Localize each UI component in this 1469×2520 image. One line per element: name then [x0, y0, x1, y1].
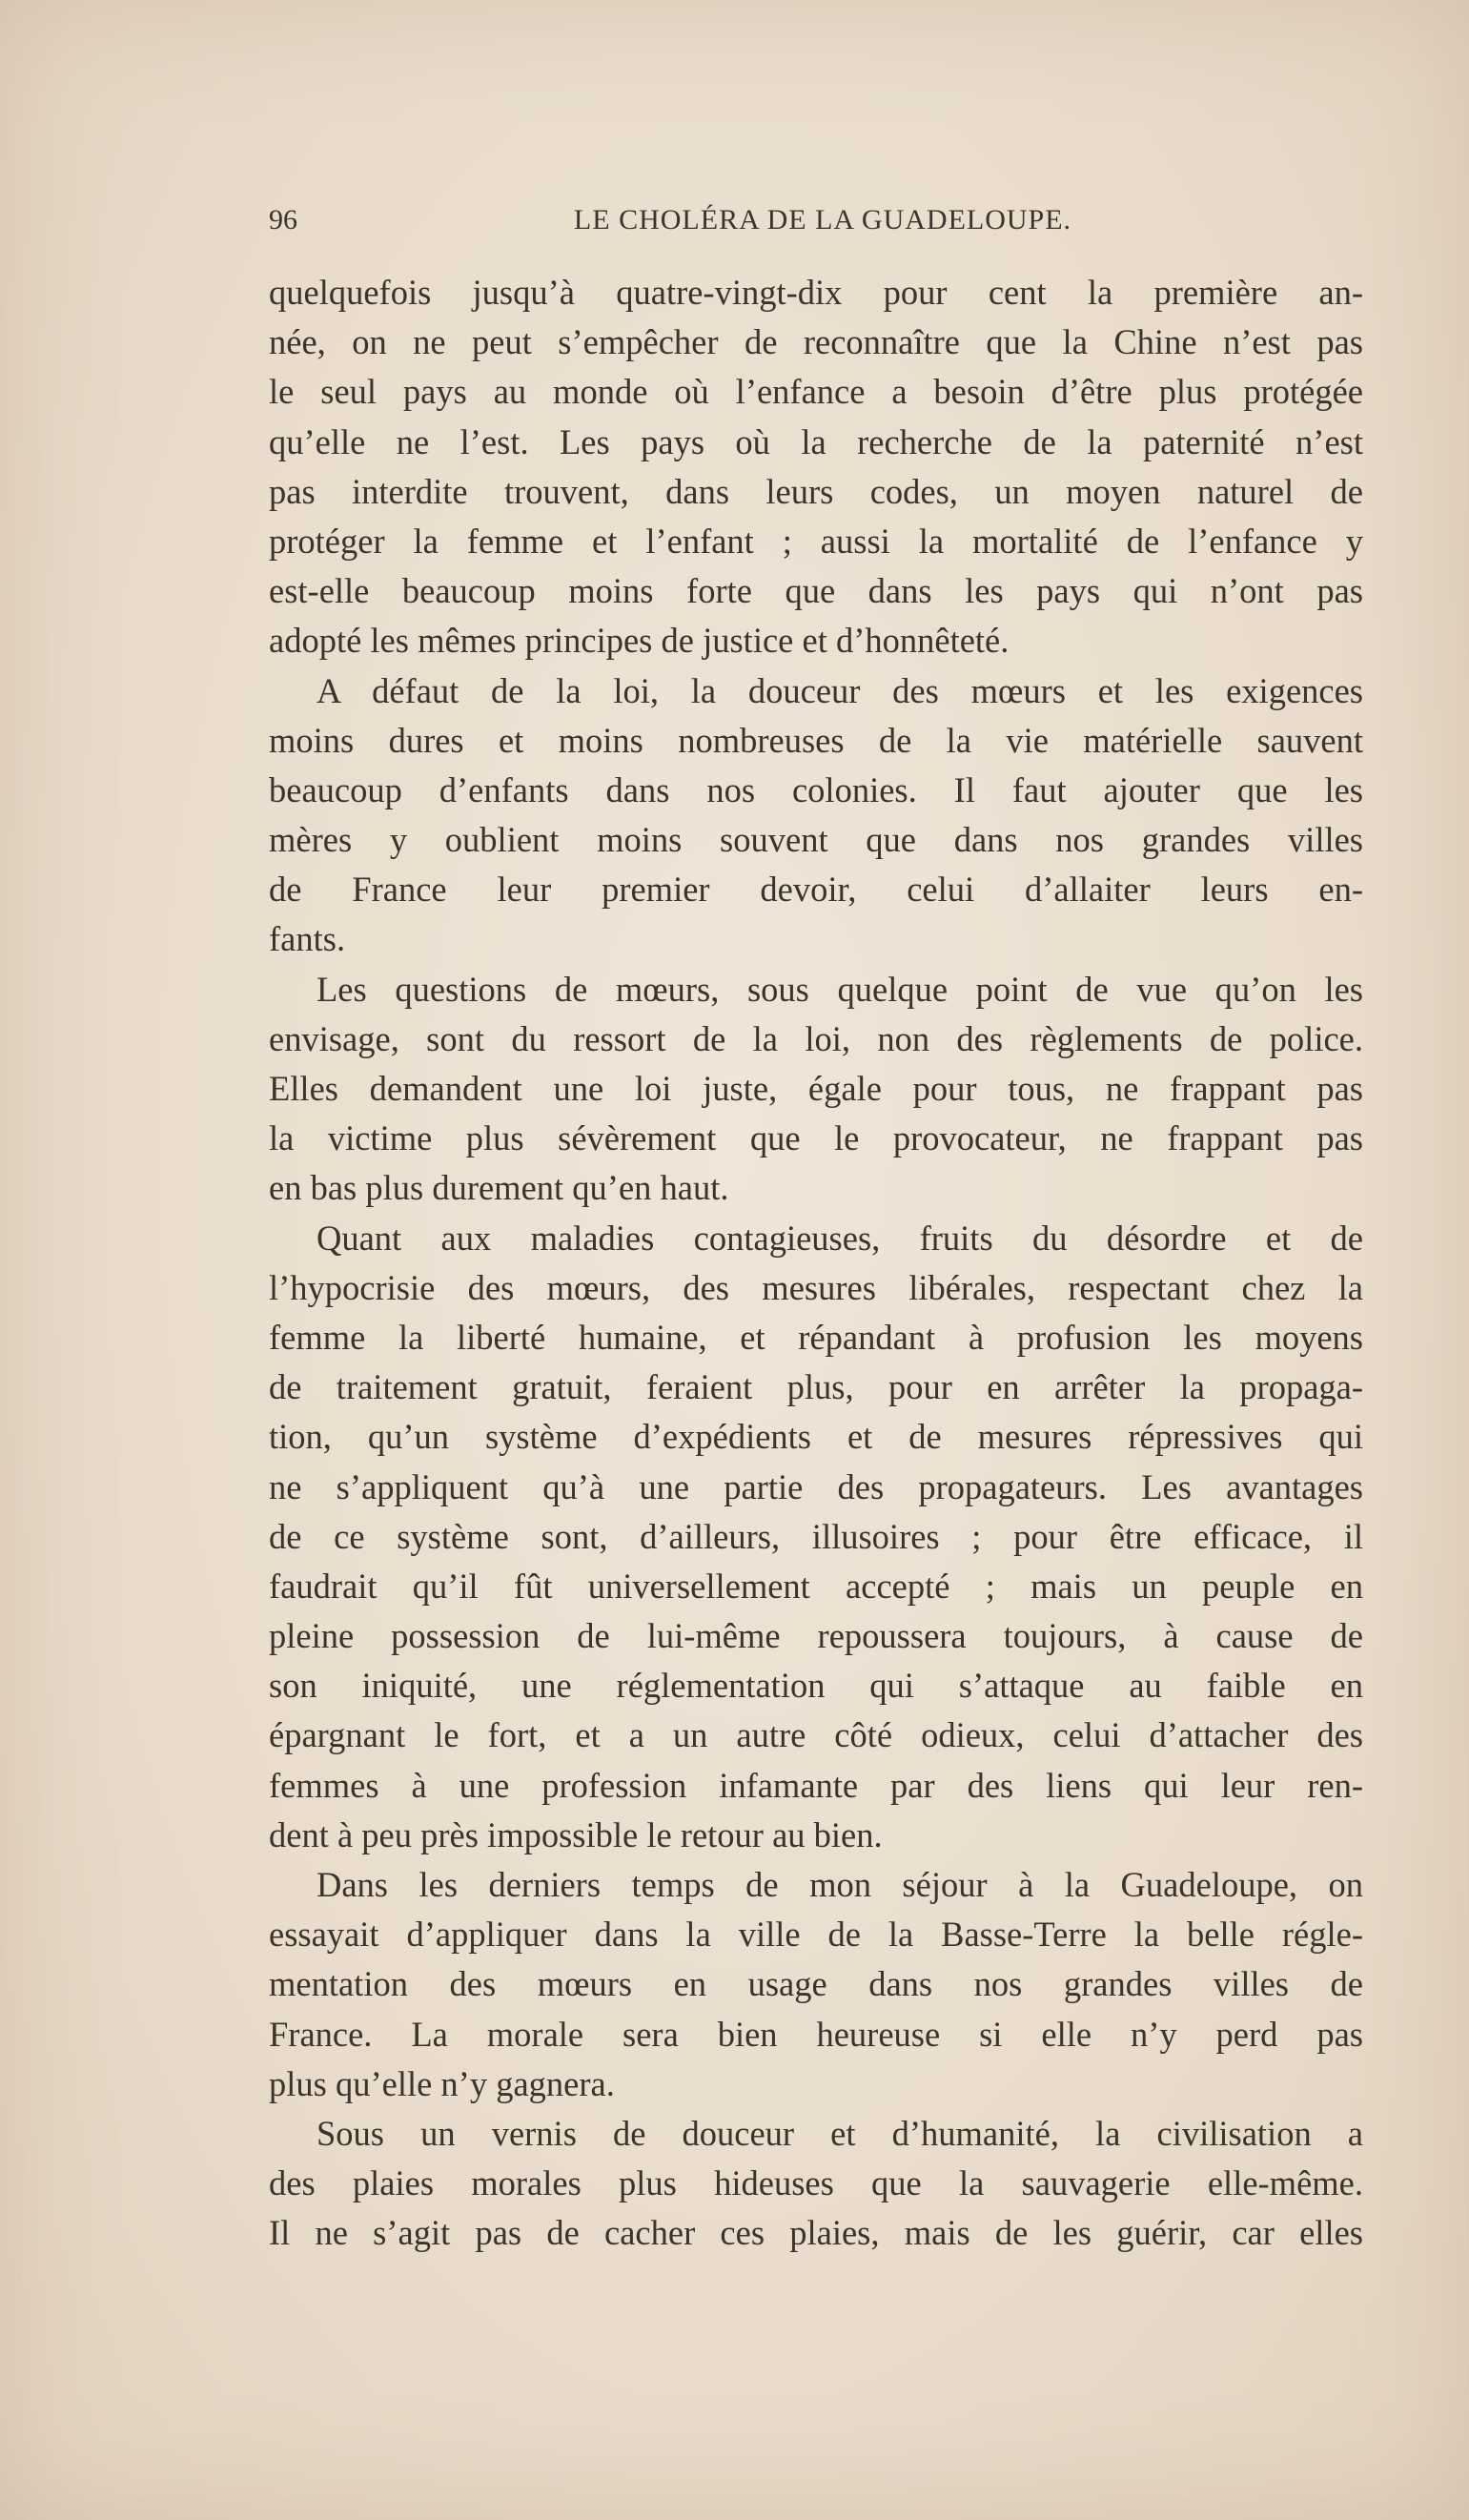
text-line: Quant aux maladies contagieuses, fruits du désordre et de [316, 1218, 1363, 1258]
text-line: femmes à une profession infamante par des liens qui leur ren- [269, 1765, 1363, 1805]
running-header [269, 198, 1363, 242]
text-line: adopté les mêmes principes de justice et d’honnêteté. [269, 621, 1010, 661]
text-line: Elles demandent une loi juste, égale pour tous, ne frappant pas [269, 1069, 1363, 1108]
paragraph [269, 965, 1363, 1214]
paragraph [269, 1214, 1363, 1860]
text-line: née, on ne peut s’empêcher de reconnaître que la Chine n’est pas [269, 322, 1363, 362]
text-line: de France leur premier devoir, celui d’allaiter leurs en- [269, 870, 1363, 910]
text-line: en bas plus durement qu’en haut. [269, 1168, 729, 1208]
text-line: de ce système sont, d’ailleurs, illusoires ; pour être efficace, il [269, 1516, 1363, 1556]
text-line: envisage, sont du ressort de la loi, non des règlements de police. [269, 1018, 1363, 1058]
text-line: moins dures et moins nombreuses de la vie matérielle sauvent [269, 720, 1363, 760]
text-line: Il ne s’agit pas de cacher ces plaies, mais de les guérir, car elles [269, 2213, 1363, 2253]
paragraph [269, 2109, 1363, 2259]
body-text [269, 268, 1363, 2259]
text-line: ne s’appliquent qu’à une partie des propagateurs. Les avantages [269, 1466, 1363, 1506]
text-line: fants. [269, 919, 346, 959]
running-title: LE CHOLÉRA DE LA GUADELOUPE. [573, 204, 1072, 236]
text-line: Dans les derniers temps de mon séjour à la Guadeloupe, on [316, 1865, 1363, 1904]
text-line: qu’elle ne l’est. Les pays où la recherche de la paternité n’est [269, 421, 1363, 461]
text-line: Sous un vernis de douceur et d’humanité, la civilisation a [316, 2113, 1363, 2153]
text-line: A défaut de la loi, la douceur des mœurs et les exigences [316, 670, 1363, 710]
text-line: pas interdite trouvent, dans leurs codes, un moyen naturel de [269, 471, 1363, 511]
text-line: mentation des mœurs en usage dans nos grandes villes de [269, 1964, 1363, 2004]
text-line: plus qu’elle n’y gagnera. [269, 2063, 615, 2103]
text-line: épargnant le fort, et a un autre côté odieux, celui d’attacher des [269, 1715, 1363, 1755]
text-line: protéger la femme et l’enfant ; aussi la mortalité de l’enfance y [269, 521, 1363, 561]
text-line: tion, qu’un système d’expédients et de mesures répressives qui [269, 1417, 1363, 1457]
text-line: pleine possession de lui-même repoussera toujours, à cause de [269, 1616, 1363, 1656]
text-line: France. La morale sera bien heureuse si elle n’y perd pas [269, 2014, 1363, 2054]
text-line: le seul pays au monde où l’enfance a besoin d’être plus protégée [269, 372, 1363, 412]
paragraph [269, 268, 1363, 666]
page-number: 96 [269, 204, 297, 236]
text-line: mères y oublient moins souvent que dans nos grandes villes [269, 820, 1363, 860]
text-line: l’hypocrisie des mœurs, des mesures libérales, respectant chez la [269, 1267, 1363, 1307]
text-line: beaucoup d’enfants dans nos colonies. Il faut ajouter que les [269, 769, 1363, 809]
text-line: est-elle beaucoup moins forte que dans les pays qui n’ont pas [269, 571, 1363, 611]
text-line: essayait d’appliquer dans la ville de la Basse-Terre la belle régle- [269, 1915, 1363, 1955]
text-line: de traitement gratuit, feraient plus, pour en arrêter la propaga- [269, 1367, 1363, 1407]
paragraph [269, 666, 1363, 965]
text-line: la victime plus sévèrement que le provocateur, ne frappant pas [269, 1118, 1363, 1158]
text-line: dent à peu près impossible le retour au bien. [269, 1814, 883, 1854]
text-line: quelquefois jusqu’à quatre-vingt-dix pour cent la première an- [269, 273, 1363, 312]
text-line: faudrait qu’il fût universellement accepté ; mais un peuple en [269, 1566, 1363, 1606]
text-line: Les questions de mœurs, sous quelque point de vue qu’on les [316, 969, 1363, 1009]
text-line: femme la liberté humaine, et répandant à profusion les moyens [269, 1317, 1363, 1357]
text-line: son iniquité, une réglementation qui s’attaque au faible en [269, 1666, 1363, 1706]
paragraph [269, 1860, 1363, 2109]
text-line: des plaies morales plus hideuses que la sauvagerie elle-même. [269, 2163, 1363, 2203]
